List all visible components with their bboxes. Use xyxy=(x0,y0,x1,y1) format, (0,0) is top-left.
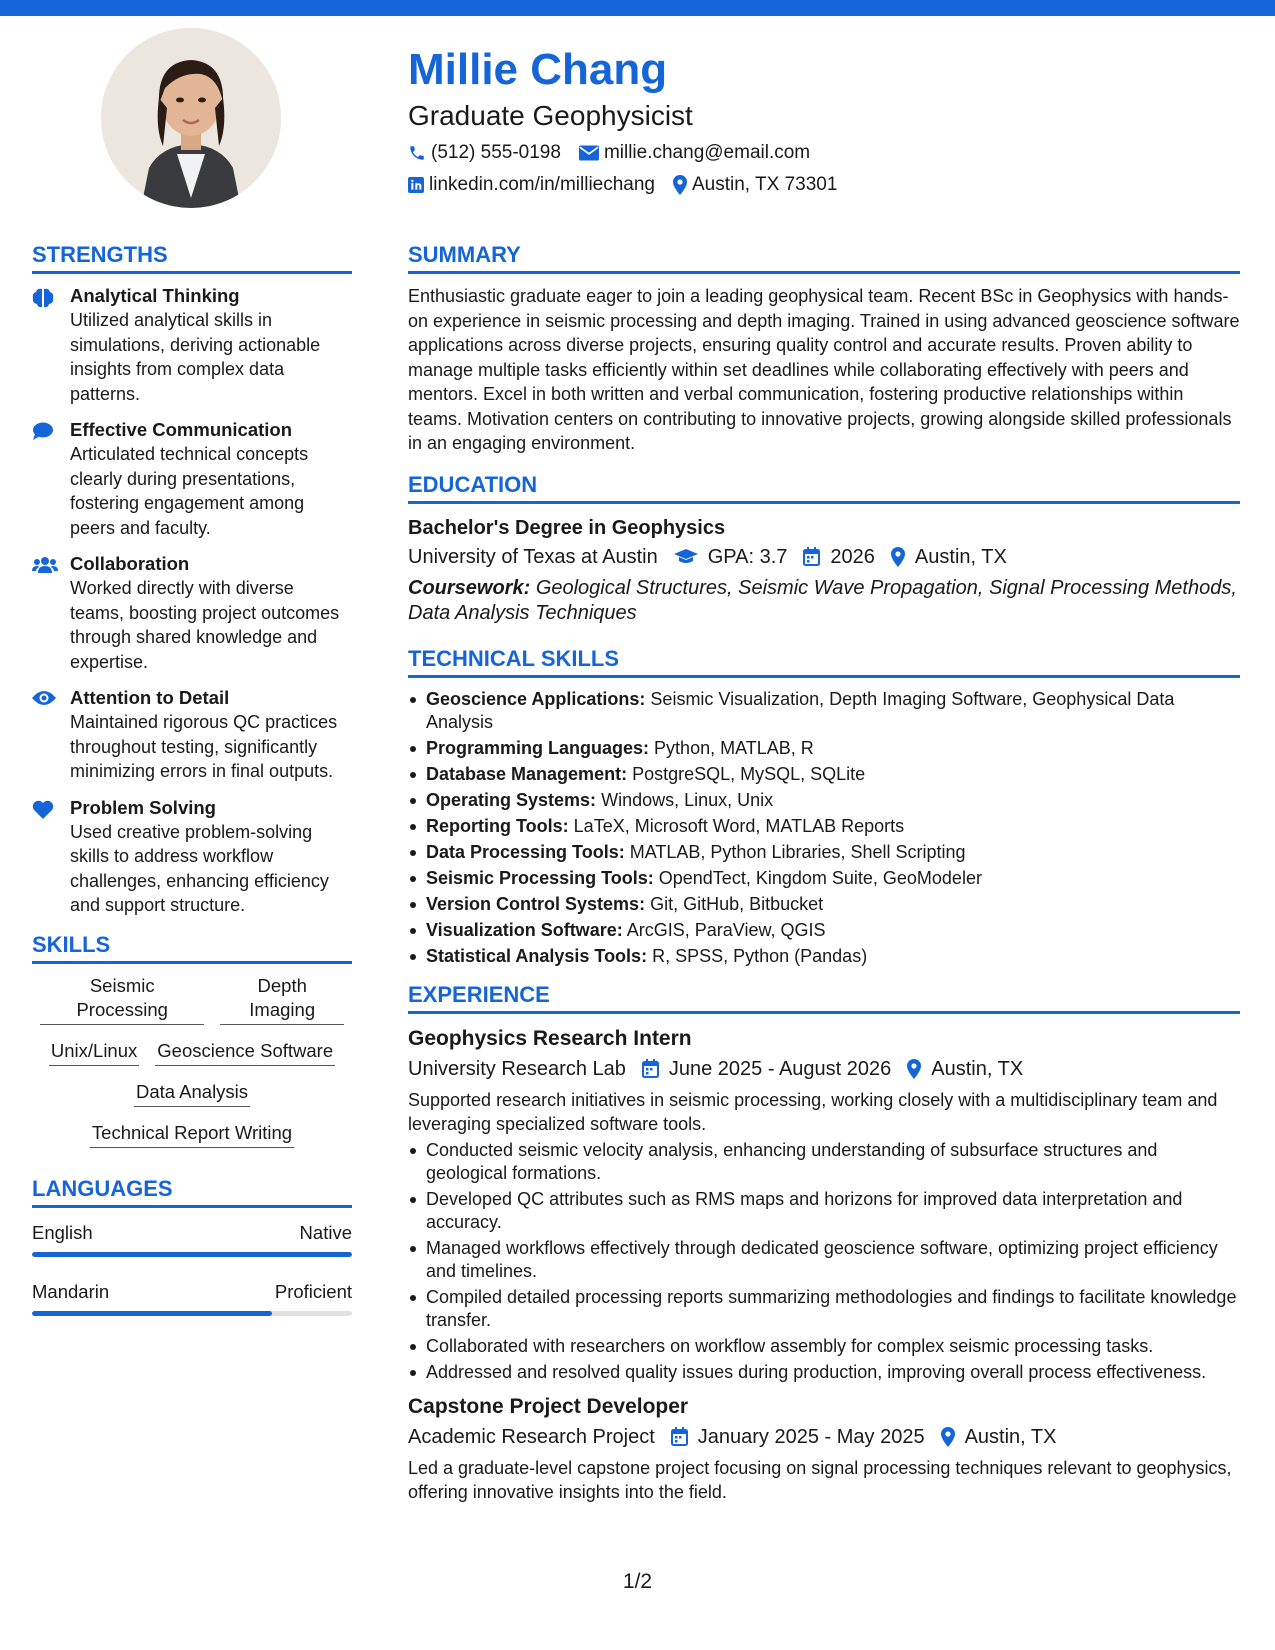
email-text: millie.chang@email.com xyxy=(603,142,811,163)
envelope-icon xyxy=(579,145,599,161)
map-pin-icon xyxy=(941,1427,955,1447)
phone-icon xyxy=(408,144,426,162)
summary-heading: SUMMARY xyxy=(408,240,1240,274)
job-location: Austin, TX xyxy=(931,1057,1024,1080)
education-location: Austin, TX xyxy=(914,545,1007,568)
location-contact xyxy=(673,172,837,198)
linkedin-icon xyxy=(408,177,424,193)
heart-icon xyxy=(32,800,54,820)
strength-name: Collaboration xyxy=(70,553,190,574)
strength-desc: Utilized analytical skills in simulations, deriving actionable insights from complex data patterns. xyxy=(70,310,321,404)
skills-list xyxy=(32,974,352,1148)
candidate-title: Graduate Geophysicist xyxy=(408,100,693,131)
school-name: University of Texas at Austin xyxy=(408,545,658,568)
education-heading: EDUCATION xyxy=(408,470,1240,504)
job-title: Geophysics Research Intern xyxy=(408,1026,692,1050)
calendar-icon xyxy=(803,547,820,566)
tech-skill-item: Geoscience Applications: Seismic Visualization, Depth Imaging Software, Geophysical Data Analysis xyxy=(408,688,1240,734)
brain-icon xyxy=(32,288,54,308)
profile-photo xyxy=(101,28,281,208)
email-contact[interactable] xyxy=(579,140,810,166)
gpa-text: GPA: 3.7 xyxy=(707,545,788,568)
job-bullet: Conducted seismic velocity analysis, enhancing understanding of subsurface structures and geological formations. xyxy=(408,1139,1240,1185)
job-summary: Supported research initiatives in seismic processing, working closely with a multidisciplinary team and leveraging specialized software tools. xyxy=(408,1089,1218,1134)
technical-skills-list xyxy=(408,688,1240,968)
job-location: Austin, TX xyxy=(964,1425,1057,1448)
language-bar xyxy=(32,1311,352,1316)
strength-item xyxy=(32,284,352,406)
language-bar-fill xyxy=(32,1252,352,1257)
phone-contact[interactable] xyxy=(408,140,561,166)
language-bar xyxy=(32,1252,352,1257)
skill-tag: Technical Report Writing xyxy=(90,1121,294,1148)
language-bar-fill xyxy=(32,1311,272,1316)
job-org: University Research Lab xyxy=(408,1057,626,1080)
strength-name: Effective Communication xyxy=(70,419,293,440)
graduation-cap-icon xyxy=(674,548,698,566)
strength-item xyxy=(32,418,352,540)
skill-tag: Seismic Processing xyxy=(40,974,204,1025)
calendar-icon xyxy=(671,1427,688,1446)
language-name: Mandarin xyxy=(32,1280,110,1302)
skill-tag: Geoscience Software xyxy=(155,1039,335,1066)
skill-tag: Depth Imaging xyxy=(220,974,344,1025)
tech-skill-item: Statistical Analysis Tools: R, SPSS, Python (Pandas) xyxy=(408,945,1240,968)
tech-skill-item: Programming Languages: Python, MATLAB, R xyxy=(408,737,1240,760)
users-icon xyxy=(32,556,58,574)
linkedin-text: linkedin.com/in/milliechang xyxy=(429,174,655,195)
education-meta xyxy=(408,542,1240,572)
degree-title: Bachelor's Degree in Geophysics xyxy=(408,516,726,539)
job-bullet: Developed QC attributes such as RMS maps and horizons for improved data interpretation and accuracy. xyxy=(408,1188,1240,1234)
job-meta xyxy=(408,1054,1240,1084)
language-level: Native xyxy=(299,1221,352,1243)
page-number: 1/2 xyxy=(622,1570,653,1593)
calendar-icon xyxy=(642,1059,659,1078)
strength-item xyxy=(32,686,352,784)
tech-skill-item: Visualization Software: ArcGIS, ParaView, QGIS xyxy=(408,919,1240,942)
language-item xyxy=(32,1220,352,1257)
comment-icon xyxy=(32,422,54,440)
job-dates: June 2025 - August 2026 xyxy=(668,1057,892,1080)
resume-header xyxy=(408,42,1238,198)
map-pin-icon xyxy=(673,175,687,195)
job-dates: January 2025 - May 2025 xyxy=(697,1425,925,1448)
skills-heading: SKILLS xyxy=(32,930,352,964)
job-meta xyxy=(408,1422,1240,1452)
technical-skills-heading: TECHNICAL SKILLS xyxy=(408,644,1240,678)
job-entry xyxy=(408,1024,1240,1384)
linkedin-contact[interactable] xyxy=(408,172,655,198)
strength-item xyxy=(32,796,352,918)
tech-skill-item: Operating Systems: Windows, Linux, Unix xyxy=(408,789,1240,812)
strength-desc: Maintained rigorous QC practices throughout testing, significantly minimizing errors in final outputs. xyxy=(70,712,338,781)
language-level: Proficient xyxy=(274,1280,352,1302)
skill-tag: Unix/Linux xyxy=(49,1039,139,1066)
location-text: Austin, TX 73301 xyxy=(692,174,838,195)
job-title: Capstone Project Developer xyxy=(408,1394,689,1418)
strength-desc: Used creative problem-solving skills to address workflow challenges, enhancing efficiency and support structure. xyxy=(70,821,329,915)
map-pin-icon xyxy=(891,547,905,567)
coursework: Coursework: Geological Structures, Seismic Wave Propagation, Signal Processing Methods, Data Analysis Techniques xyxy=(408,576,1237,624)
tech-skill-item: Version Control Systems: Git, GitHub, Bitbucket xyxy=(408,893,1240,916)
eye-icon xyxy=(32,690,56,706)
strength-desc: Articulated technical concepts clearly during presentations, fostering engagement among peers and faculty. xyxy=(70,444,309,538)
experience-heading: EXPERIENCE xyxy=(408,980,1240,1014)
tech-skill-item: Database Management: PostgreSQL, MySQL, SQLite xyxy=(408,763,1240,786)
job-bullet: Compiled detailed processing reports summarizing methodologies and findings to facilitate knowledge transfer. xyxy=(408,1286,1240,1332)
tech-skill-item: Data Processing Tools: MATLAB, Python Libraries, Shell Scripting xyxy=(408,841,1240,864)
left-column xyxy=(32,240,352,1338)
phone-text: (512) 555-0198 xyxy=(431,142,561,163)
languages-heading: LANGUAGES xyxy=(32,1174,352,1208)
contact-row-2 xyxy=(408,172,1238,198)
language-item xyxy=(32,1279,352,1316)
strength-name: Attention to Detail xyxy=(70,687,230,708)
graduation-year: 2026 xyxy=(830,545,875,568)
job-bullet: Addressed and resolved quality issues during production, improving overall process effectiveness. xyxy=(408,1361,1240,1384)
skill-tag: Data Analysis xyxy=(134,1080,250,1107)
job-bullets xyxy=(408,1139,1240,1384)
contact-row-1 xyxy=(408,140,1238,166)
language-name: English xyxy=(32,1221,93,1243)
job-summary: Led a graduate-level capstone project focusing on signal processing techniques relevant to geophysics, offering innovative insights into the field. xyxy=(408,1457,1232,1502)
top-accent-bar xyxy=(0,0,1275,16)
strengths-heading: STRENGTHS xyxy=(32,240,352,274)
job-entry xyxy=(408,1392,1240,1505)
tech-skill-item: Reporting Tools: LaTeX, Microsoft Word, MATLAB Reports xyxy=(408,815,1240,838)
job-bullet: Collaborated with researchers on workflow assembly for complex seismic processing tasks. xyxy=(408,1335,1240,1358)
strength-item xyxy=(32,552,352,674)
job-org: Academic Research Project xyxy=(408,1425,655,1448)
right-column xyxy=(408,240,1240,1505)
strength-name: Analytical Thinking xyxy=(70,285,240,306)
strength-name: Problem Solving xyxy=(70,796,216,818)
candidate-name: Millie Chang xyxy=(408,45,668,94)
tech-skill-item: Seismic Processing Tools: OpendTect, Kingdom Suite, GeoModeler xyxy=(408,867,1240,890)
map-pin-icon xyxy=(907,1059,921,1079)
job-bullet: Managed workflows effectively through dedicated geoscience software, optimizing project efficiency and timelines. xyxy=(408,1237,1240,1283)
summary-text: Enthusiastic graduate eager to join a leading geophysical team. Recent BSc in Geophysics with hands-on experience in seismic processing and depth imaging. Trained in using advanced geoscience software applications across diverse projects, ensuring quality control and accurate results. Proven ability to manage multiple tasks efficiently within set deadlines while collaborating effectively with peers and mentors. Excel in both written and verbal communication, fostering productive relationships within teams. Motivation centers on contributing to innovative projects, growing alongside skilled professionals in an engaging environment. xyxy=(408,286,1240,453)
strength-desc: Worked directly with diverse teams, boosting project outcomes through shared knowledge and expertise. xyxy=(70,578,340,672)
